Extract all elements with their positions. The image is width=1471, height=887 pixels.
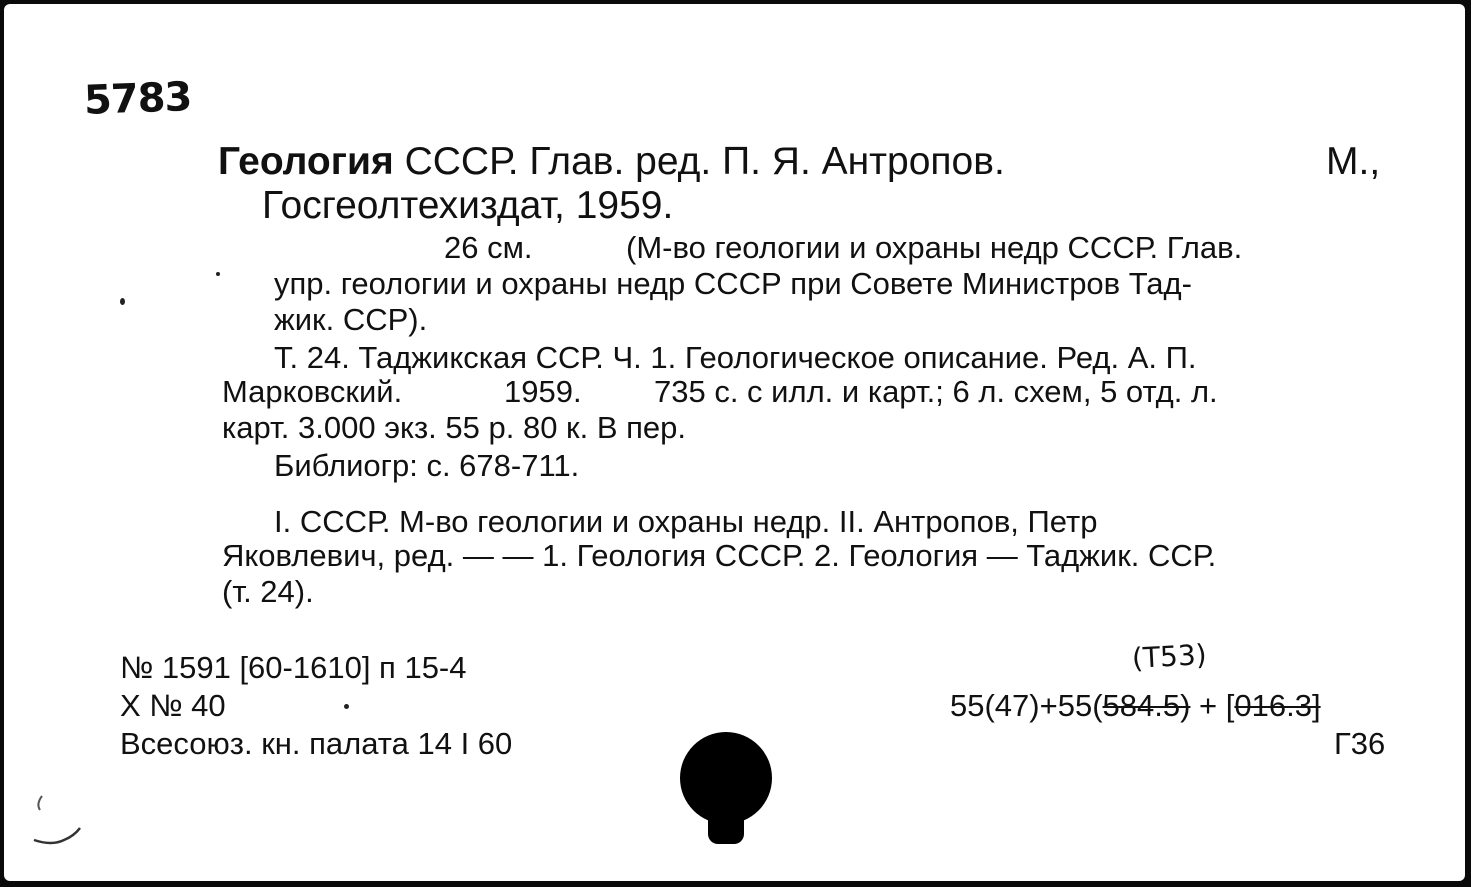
footer-line-1: № 1591 [60-1610] п 15-4: [120, 650, 467, 685]
footer-line-2: Х № 40: [120, 688, 226, 723]
publisher-line: Госгеолтехиздат, 1959.: [262, 184, 674, 227]
handwritten-card-number: 5783: [83, 74, 193, 124]
volume-year: 1959.: [504, 374, 582, 409]
pencil-marks: [4, 4, 1465, 881]
volume-editor: Марковский.: [222, 374, 403, 409]
subjects-line-2: Яковлевич, ред. — — 1. Геология СССР. 2. Геология — Таджик. ССР.: [222, 538, 1217, 573]
classification-struck-2: 016.3]: [1234, 688, 1321, 723]
classification-prefix: 55(47)+55(: [950, 688, 1103, 723]
volume-line-3: карт. 3.000 экз. 55 р. 80 к. В пер.: [222, 410, 687, 445]
publication-place: М.,: [1326, 140, 1381, 183]
series-line-3: жик. ССР).: [274, 302, 428, 337]
pencil-tick: [38, 796, 42, 810]
subjects-line-3: (т. 24).: [222, 574, 314, 609]
classification-struck-1: 584.5): [1102, 688, 1191, 723]
footer-line-3: Всесоюз. кн. палата 14 I 60: [120, 726, 513, 761]
handwritten-classification: (Т53): [1131, 638, 1208, 675]
classification-middle: + [: [1190, 688, 1235, 723]
subjects-line-1: I. СССР. М-во геологии и охраны недр. II. Антропов, Петр: [274, 504, 1098, 539]
classification-code: Г36: [1334, 726, 1386, 761]
catalog-card: [4, 4, 1465, 881]
volume-line-1: Т. 24. Таджикская ССР. Ч. 1. Геологическое описание. Ред. А. П.: [274, 340, 1197, 375]
bibliography-line: Библиогр: с. 678-711.: [274, 448, 580, 483]
title-rest: СССР. Глав. ред. П. Я. Антропов.: [393, 140, 1005, 183]
size-text: 26 см.: [444, 230, 533, 265]
series-line-2: упр. геологии и охраны недр СССР при Совете Министров Тад-: [274, 266, 1192, 301]
title-bold-word: Геология: [218, 140, 394, 183]
series-line-1: (М-во геологии и охраны недр СССР. Глав.: [626, 230, 1243, 265]
volume-extent: 735 с. с илл. и карт.; 6 л. схем, 5 отд. л.: [654, 374, 1218, 409]
pencil-squiggle: [34, 828, 80, 843]
